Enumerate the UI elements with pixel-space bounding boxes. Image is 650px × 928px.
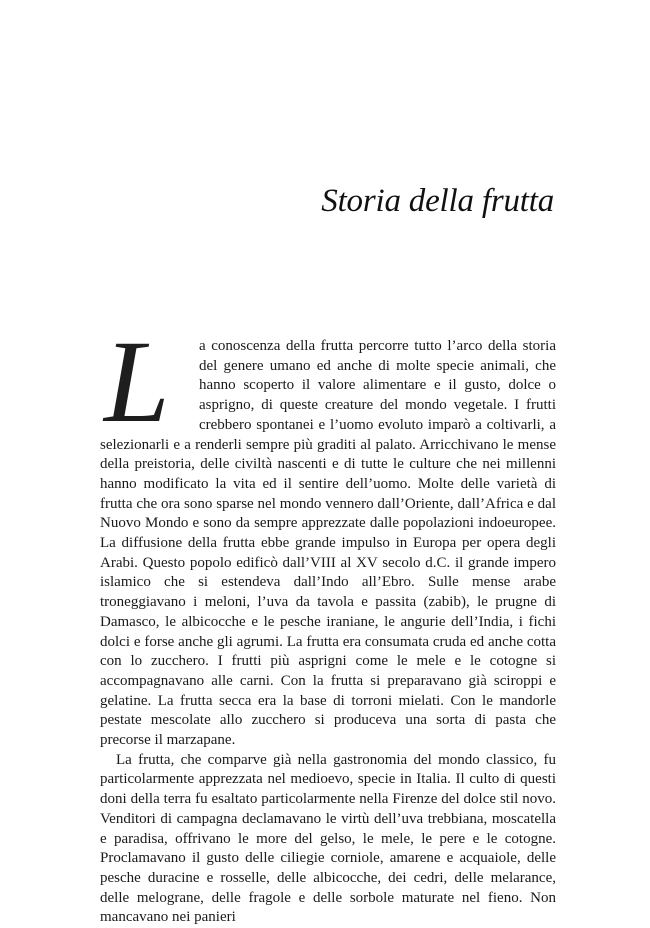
chapter-title: Storia della frutta <box>321 183 554 219</box>
drop-cap-text: L <box>104 337 170 423</box>
drop-cap-letter <box>100 337 195 423</box>
drop-cap <box>100 337 195 423</box>
chapter-body <box>100 337 556 928</box>
paragraph-2: La frutta, che comparve già nella gastronomia del mondo classico, fu particolarmente apprezzata nel medioevo, specie in Italia. Il culto di questi doni della terra fu esaltato particolarmente nella Firenze del dolce stil novo. Venditori di campagna declamavano le virtù dell’uva trebbiana, moscatella e paradisa, offrivano le more del gelso, le mele, le pere e le cotogne. Proclamavano il gusto delle ciliegie corniole, amarene e acquaiole, delle pesche duracine e rosselle, delle albicocche, dei cedri, delle melarance, delle melograne, delle fragole e delle sorbole maturate nel fieno. Non mancavano nei panieri <box>100 751 556 926</box>
paragraph-1 <box>100 337 556 751</box>
paragraph-1-text: a conoscenza della frutta percorre tutto l’arco della storia del genere umano ed anche di molte specie animali, che hanno scoperto il valore alimentare e il gusto, dolce o asprigno, di queste creature del mondo vegetale. I frutti crebbero spontanei e l’uomo evoluto imparò a coltivarli, a selezionarli e a renderli sempre più graditi al palato. Arricchivano le mense della preistoria, delle civiltà nascenti e di tutte le culture che nei millenni hanno modificato la vita ed il sentire dell’uomo. Molte delle varietà di frutta che ora sono sparse nel mondo vennero dall’Oriente, dall’Africa e dal Nuovo Mondo e sono da sempre apprezzate dalle popolazioni indoeuropee. La diffusione della frutta ebbe grande impulso in Europa per opera degli Arabi. Questo popolo edificò dall’VIII al XV secolo d.C. il grande impero islamico che si estendeva dall’Indo all’Ebro. Sulle mense arabe troneggiavano i meloni, l’uva da tavola e passita (zabib), le prugne di Damasco, le albicocche e le pesche iraniane, le angurie dell’India, i fichi dolci e forse anche gli agrumi. La frutta era consumata cruda ed anche cotta con lo zucchero. I frutti più asprigni come le mele e le cotogne si accompagnavano alle carni. Con la frutta si preparavano già sciroppi e gelatine. La frutta secca era la base di torroni mielati. Con le mandorle pestate mescolate allo zucchero si produceva una sorta di pasta che precorse il marzapane. <box>100 338 556 749</box>
